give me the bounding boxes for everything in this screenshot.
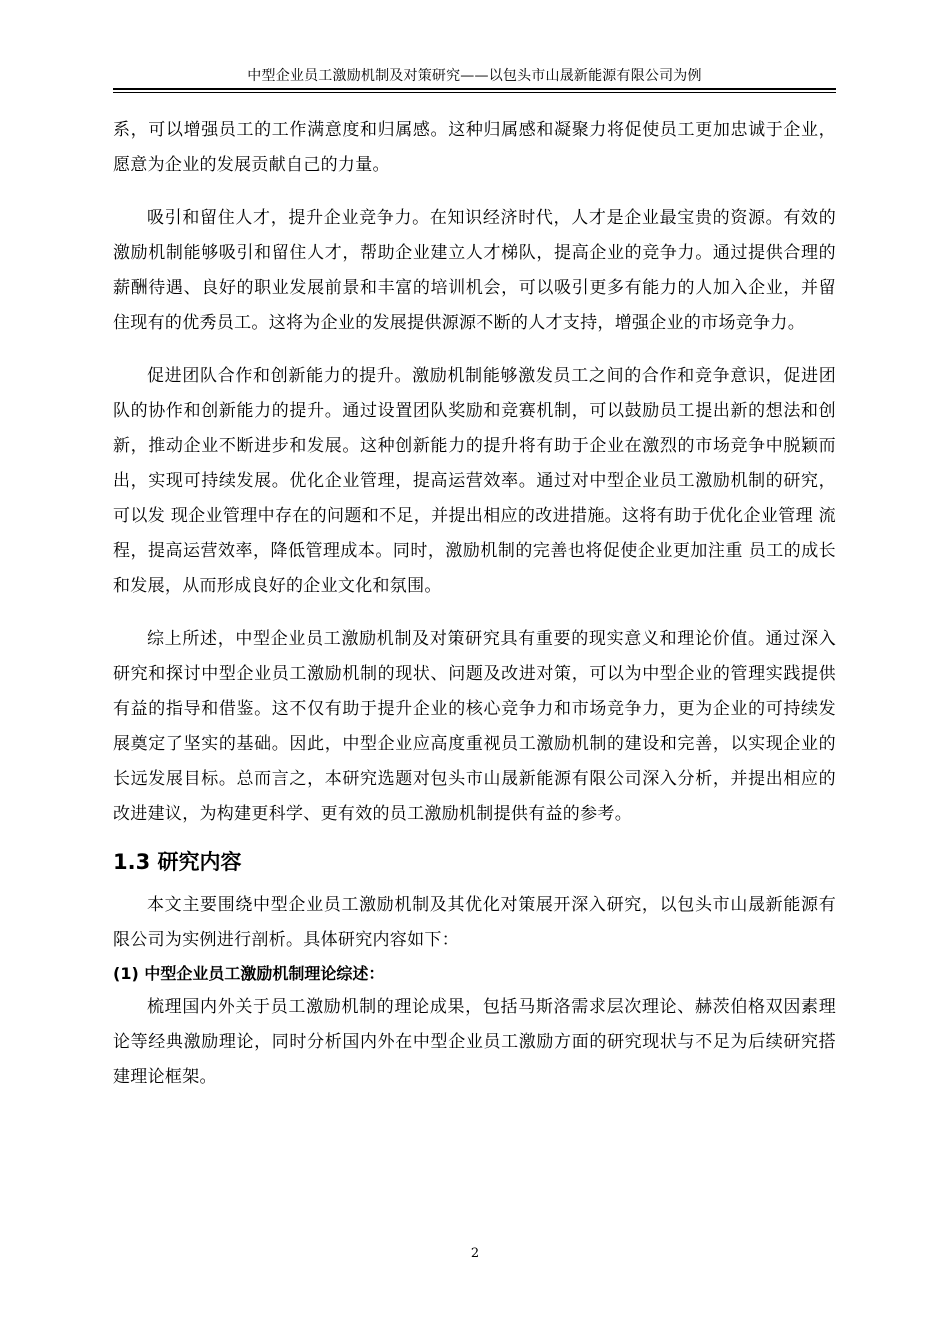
paragraph-gap (113, 341, 836, 359)
sub-heading: (1) 中型企业员工激励机制理论综述： (113, 964, 385, 983)
paragraph: 本文主要围绕中型企业员工激励机制及其优化对策展开深入研究，以包头市山晟新能源有限公司为实例进行剖析。具体研究内容如下： (113, 895, 836, 950)
page-body (113, 113, 836, 1095)
paragraph: 系，可以增强员工的工作满意度和归属感。这种归属感和凝聚力将促使员工更加忠诚于企业，愿意为企业的发展贡献自己的力量。 (113, 120, 836, 175)
paragraph-gap (113, 604, 836, 622)
paragraph: 梳理国内外关于员工激励机制的理论成果，包括马斯洛需求层次理论、赫茨伯格双因素理论等经典激励理论，同时分析国内外在中型企业员工激励方面的研究现状与不足为后续研究搭建理论框架。 (113, 997, 836, 1087)
paragraph: 吸引和留住人才，提升企业竞争力。在知识经济时代，人才是企业最宝贵的资源。有效的激励机制能够吸引和留住人才，帮助企业建立人才梯队，提高企业的竞争力。通过提供合理的薪酬待遇、良好的职业发展前景和丰富的培训机会，可以吸引更多有能力的人加入企业，并留住现有的优秀员工。这将为企业的发展提供源源不断的人才支持，增强企业的市场竞争力。 (113, 208, 836, 333)
section-heading: 1.3 研究内容 (113, 850, 242, 874)
page-number: 2 (470, 1246, 480, 1261)
header-rule-thick (113, 88, 836, 90)
header-rule-thin (113, 92, 836, 93)
paragraph: 促进团队合作和创新能力的提升。激励机制能够激发员工之间的合作和竞争意识，促进团队的协作和创新能力的提升。通过设置团队奖励和竞赛机制，可以鼓励员工提出新的想法和创新，推动企业不断进步和发展。这种创新能力的提升将有助于企业在激烈的市场竞争中脱颖而出，实现可持续发展。优化企业管理，提高运营效率。通过对中型企业员工激励机制的研究，可以发 现企业管理中存在的问题和不足，并提出相应的改进措施。这将有助于优化企业管理 流程，提高运营效率，降低管理成本。同时，激励机制的完善也将促使企业更加注重 员工的成长和发展，从而形成良好的企业文化和氛围。 (113, 366, 836, 596)
paragraph-gap (113, 183, 836, 201)
running-header: 中型企业员工激励机制及对策研究——以包头市山晟新能源有限公司为例 (247, 68, 702, 84)
paragraph: 综上所述，中型企业员工激励机制及对策研究具有重要的现实意义和理论价值。通过深入研究和探讨中型企业员工激励机制的现状、问题及改进对策，可以为中型企业的管理实践提供有益的指导和借鉴。这不仅有助于提升企业的核心竞争力和市场竞争力，更为企业的可持续发展奠定了坚实的基础。因此，中型企业应高度重视员工激励机制的建设和完善，以实现企业的长远发展目标。总而言之，本研究选题对包头市山晟新能源有限公司深入分析，并提出相应的改进建议，为构建更科学、更有效的员工激励机制提供有益的参考。 (113, 629, 836, 824)
